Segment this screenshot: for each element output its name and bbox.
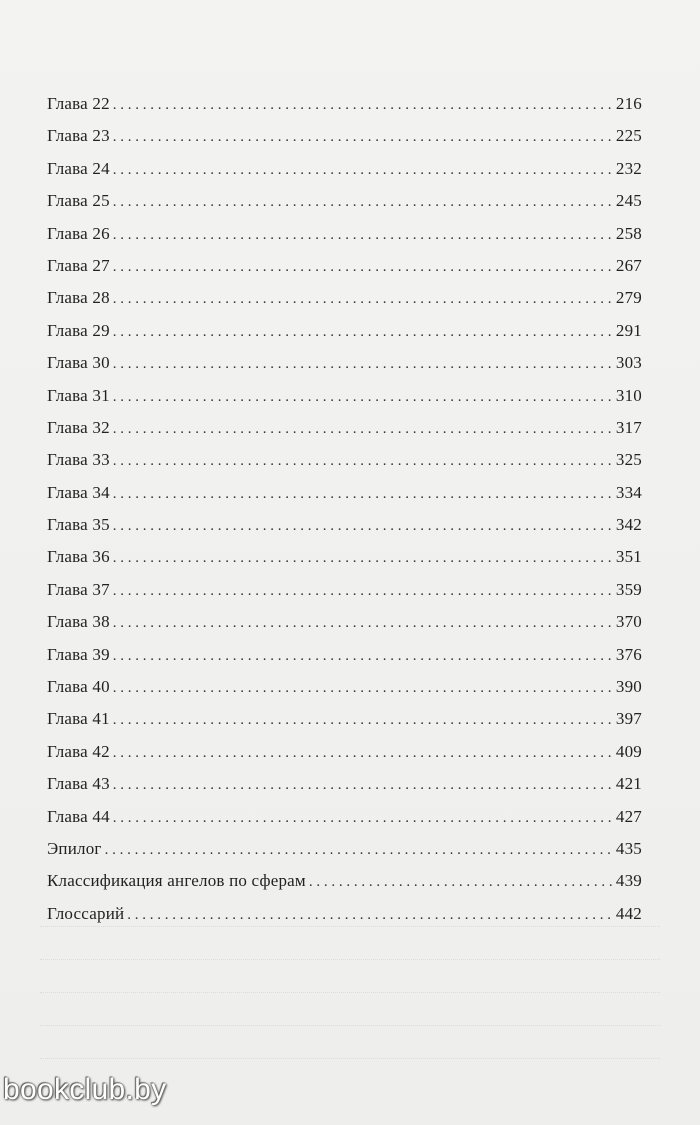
dot-leader [113,607,614,639]
toc-entry-page-number: 232 [615,158,642,178]
toc-entry [47,768,642,800]
toc-entry-title: Глоссарий [47,903,125,923]
toc-entry-page-number: 258 [615,223,642,243]
toc-entry-title: Глава 22 [47,94,110,113]
dot-leader [113,542,614,574]
toc-entry-title: Глава 27 [47,255,110,275]
toc-entry [47,606,642,638]
watermark: bookclub.by [3,1073,167,1106]
toc-entry [47,639,642,671]
dot-leader [113,186,614,218]
dot-leader [113,154,614,186]
toc-entry-title: Глава 44 [47,806,110,826]
toc-entry-page-number: 325 [615,450,642,470]
dot-leader [113,737,614,769]
toc-entry [47,865,642,897]
dot-leader [113,769,614,801]
toc-entry-title: Глава 41 [47,709,110,729]
dot-leader [113,575,614,607]
toc-entry [47,120,642,152]
dot-leader [105,834,614,866]
dot-leader [113,348,614,380]
toc-entry-title: Глава 23 [47,126,110,146]
toc-entry-title: Глава 31 [47,385,110,405]
toc-entry [47,444,642,476]
toc-entry-title: Глава 39 [47,644,110,664]
dot-leader [113,283,614,315]
toc-entry-page-number: 279 [615,288,642,308]
toc-entry-page-number: 390 [615,677,642,697]
toc-entry-title: Глава 36 [47,547,110,567]
toc-entry-title: Глава 26 [47,223,110,243]
toc-entry-title: Эпилог [47,838,102,858]
dot-leader [113,251,614,283]
toc-entry [47,347,642,379]
toc-entry [47,250,642,282]
toc-entry-title: Глава 28 [47,288,110,308]
toc-entry [47,185,642,217]
toc-entry [47,898,642,930]
toc-entry-title: Глава 24 [47,158,110,178]
toc-entry [47,218,642,250]
toc-entry-title: Глава 29 [47,320,110,340]
dot-leader [113,316,614,348]
toc-entry-page-number: 427 [615,806,642,826]
toc-entry-title: Глава 35 [47,515,110,535]
toc-entry-title: Глава 43 [47,774,110,794]
toc-entry-title: Глава 42 [47,741,110,761]
toc-entry [47,509,642,541]
toc-entry-title: Глава 25 [47,191,110,211]
toc-entry-page-number: 359 [615,579,642,599]
dot-leader [113,802,614,834]
dot-leader [113,704,614,736]
dot-leader [113,381,614,413]
toc-entry-page-number: 370 [615,612,642,632]
toc-entry-page-number: 291 [615,320,642,340]
toc-entry [47,574,642,606]
toc-entry-page-number: 435 [615,838,642,858]
toc-entry [47,833,642,865]
toc-entry-title: Глава 38 [47,612,110,632]
toc-entry-page-number: 267 [615,255,642,275]
dot-leader [113,121,614,153]
toc-entry-page-number: 342 [615,515,642,535]
toc-entry [47,282,642,314]
toc-entry-page-number: 303 [615,353,642,373]
toc-entry-title: Глава 33 [47,450,110,470]
toc-entry [47,703,642,735]
toc-entry-title: Классификация ангелов по сферам [47,871,306,891]
toc-entry-page-number: 442 [615,903,642,923]
dot-leader [113,413,614,445]
dot-leader [113,445,614,477]
toc-entry-title: Глава 40 [47,677,110,697]
toc-entry-title: Глава 37 [47,579,110,599]
toc-entry-title: Глава 34 [47,482,110,502]
toc-entry-page-number: 376 [615,644,642,664]
toc-entry [47,801,642,833]
toc-entry [47,671,642,703]
dot-leader [113,510,614,542]
toc-entry-page-number: 225 [615,126,642,146]
toc-entry-page-number: 334 [615,482,642,502]
table-of-contents [47,88,642,930]
toc-entry [47,736,642,768]
dot-leader [113,672,614,704]
dot-leader [309,866,614,898]
toc-entry-page-number: 245 [615,191,642,211]
toc-entry-page-number: 439 [615,871,642,891]
toc-entry [47,153,642,185]
toc-entry-page-number: 397 [615,709,642,729]
dot-leader [113,219,614,251]
toc-entry-page-number: 351 [615,547,642,567]
toc-entry-title: Глава 32 [47,417,110,437]
toc-entry [47,380,642,412]
toc-entry-page-number: 421 [615,774,642,794]
toc-entry-title: Глава 30 [47,353,110,373]
toc-entry [47,412,642,444]
dot-leader [113,478,614,510]
dot-leader [113,89,614,121]
toc-entry [47,315,642,347]
dot-leader [127,899,614,931]
toc-entry [47,541,642,573]
toc-entry [47,88,642,120]
toc-entry-page-number: 310 [615,385,642,405]
toc-entry [47,477,642,509]
toc-entry-page-number: 216 [615,94,642,113]
toc-entry-page-number: 317 [615,417,642,437]
dot-leader [113,640,614,672]
toc-entry-page-number: 409 [615,741,642,761]
